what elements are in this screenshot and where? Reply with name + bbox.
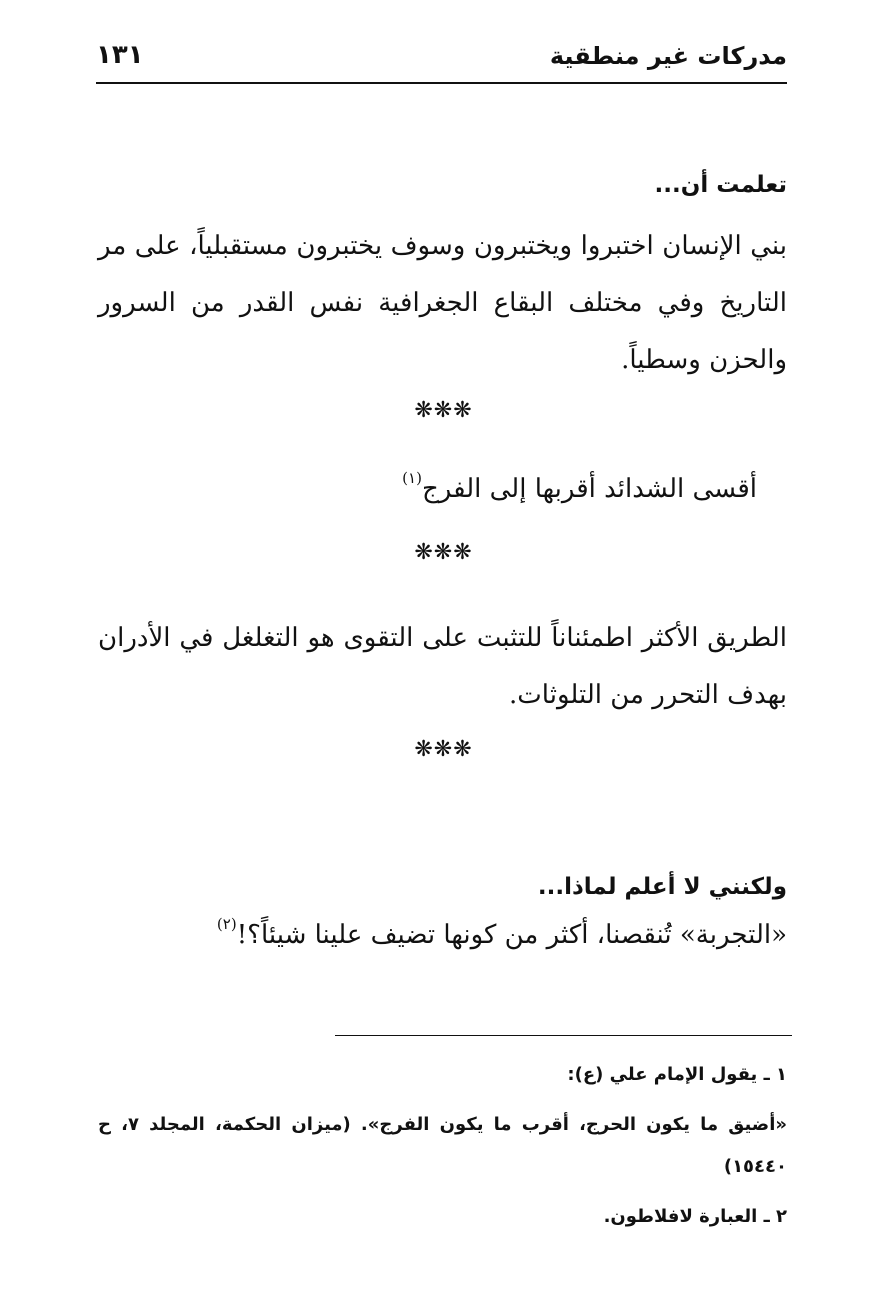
quote-text: أقسى الشدائد أقربها إلى الفرج (421, 474, 757, 504)
footnote-2: ٢ ـ العبارة لافلاطون. (603, 1206, 787, 1227)
paragraph-piety-path: الطريق الأكثر اطمئناناً للتثبت على التقوى هو التغلغل في الأدران بهدف التحرر من التلوثات. (98, 623, 787, 710)
running-header-title: مدركات غير منطقية (549, 42, 787, 70)
separator-stars-2: ❋❋❋ (414, 540, 473, 565)
footnote-ref-1: (١) (402, 469, 422, 488)
footnote-ref-2: (٢) (216, 915, 237, 934)
header-divider (96, 82, 787, 84)
paragraph-human-experience: بني الإنسان اختبروا ويختبرون وسوف يختبرون مستقبلياً، على مر التاريخ وفي مختلف البقاع الجغرافية نفس القدر من السرور والحزن وسطياً. (98, 231, 787, 375)
separator-stars-1: ❋❋❋ (414, 398, 473, 423)
experience-text: «التجربة» تُنقصنا، أكثر من كونها تضيف علينا شيئاً؟! (236, 920, 787, 950)
footnote-1-title: ١ ـ يقول الإمام علي (ع): (567, 1064, 787, 1085)
quote-hardships (402, 469, 757, 504)
footnote-1-quote: «أضيق ما يكون الحرج، أقرب ما يكون الفرج». (ميزان الحكمة، المجلد ٧، ح ١٥٤٤٠) (98, 1114, 787, 1177)
page-number: ١٣١ (96, 40, 144, 70)
footnote-divider (335, 1035, 792, 1036)
section-heading-dont-know: ولكنني لا أعلم لماذا... (537, 874, 787, 900)
separator-stars-3: ❋❋❋ (414, 737, 473, 762)
section-heading-learned: تعلمت أن... (654, 172, 787, 198)
experience-line (216, 915, 787, 950)
